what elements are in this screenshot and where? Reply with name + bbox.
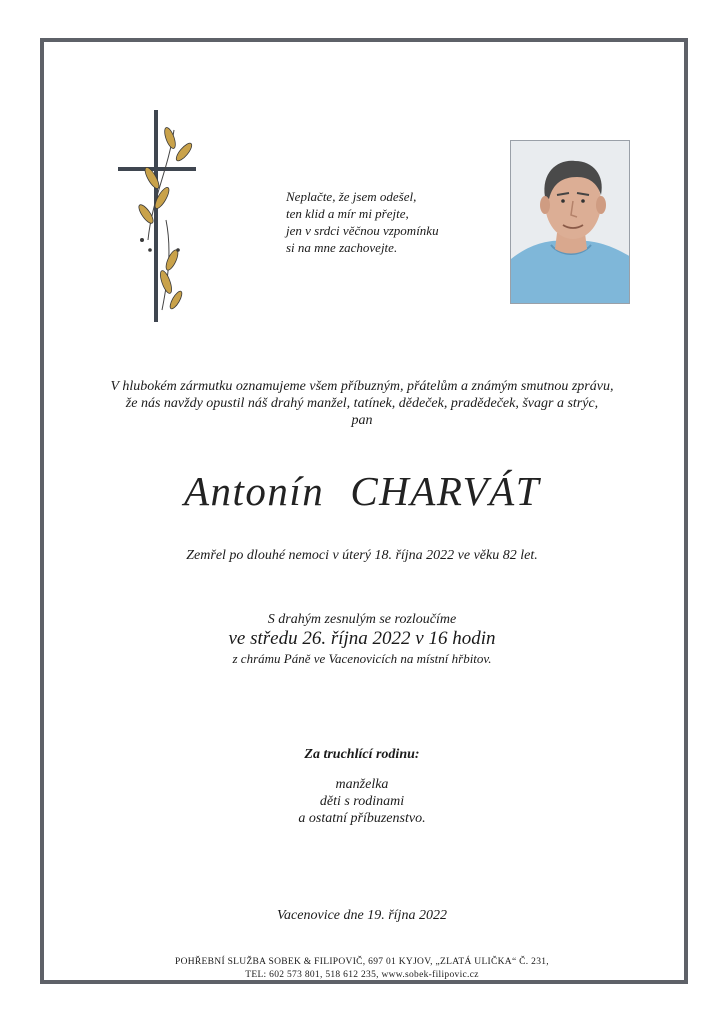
first-name: Antonín <box>183 468 325 514</box>
place-and-date: Vacenovice dne 19. října 2022 <box>277 908 447 923</box>
family-member: děti s rodinami <box>319 794 405 809</box>
poem-line: Neplačte, že jsem odešel, <box>286 189 417 204</box>
announcement-text <box>0 378 724 429</box>
announcement-line: pan <box>351 413 373 428</box>
portrait-photo <box>510 140 630 304</box>
farewell-info <box>0 611 724 667</box>
cross-with-leaves-icon <box>112 110 202 322</box>
farewell-intro: S drahým zesnulým se rozloučíme <box>267 612 457 627</box>
poem-line: jen v srdci věčnou vzpomínku <box>286 223 439 238</box>
family-member: a ostatní příbuzenstvo. <box>298 811 426 826</box>
memorial-poem <box>286 188 439 256</box>
mourning-family <box>0 746 724 827</box>
announcement-line: že nás navždy opustil náš drahý manžel, tatínek, dědeček, pradědeček, švagr a strýc, <box>125 396 599 411</box>
funeral-service-footer <box>0 956 724 982</box>
footer-contact: TEL: 602 573 801, 518 612 235, www.sobek-filipovic.cz <box>245 970 479 980</box>
family-member: manželka <box>335 777 389 792</box>
farewell-date-time: ve středu 26. října 2022 v 16 hodin <box>228 628 496 649</box>
last-name: CHARVÁT <box>350 468 541 514</box>
family-heading: Za truchlící rodinu: <box>304 747 420 762</box>
farewell-place: z chrámu Páně ve Vacenovicích na místní hřbitov. <box>232 651 492 666</box>
death-note: Zemřel po dlouhé nemoci v úterý 18. října 2022 ve věku 82 let. <box>186 548 538 563</box>
poem-line: si na mne zachovejte. <box>286 240 398 255</box>
announcement-line: V hlubokém zármutku oznamujeme všem příbuzným, přátelům a známým smutnou zprávu, <box>110 379 614 394</box>
deceased-name <box>0 466 724 516</box>
poem-line: ten klid a mír mi přejte, <box>286 206 409 221</box>
footer-address: POHŘEBNÍ SLUŽBA SOBEK & FILIPOVIČ, 697 01 KYJOV, „ZLATÁ ULIČKA“ Č. 231, <box>175 957 549 967</box>
